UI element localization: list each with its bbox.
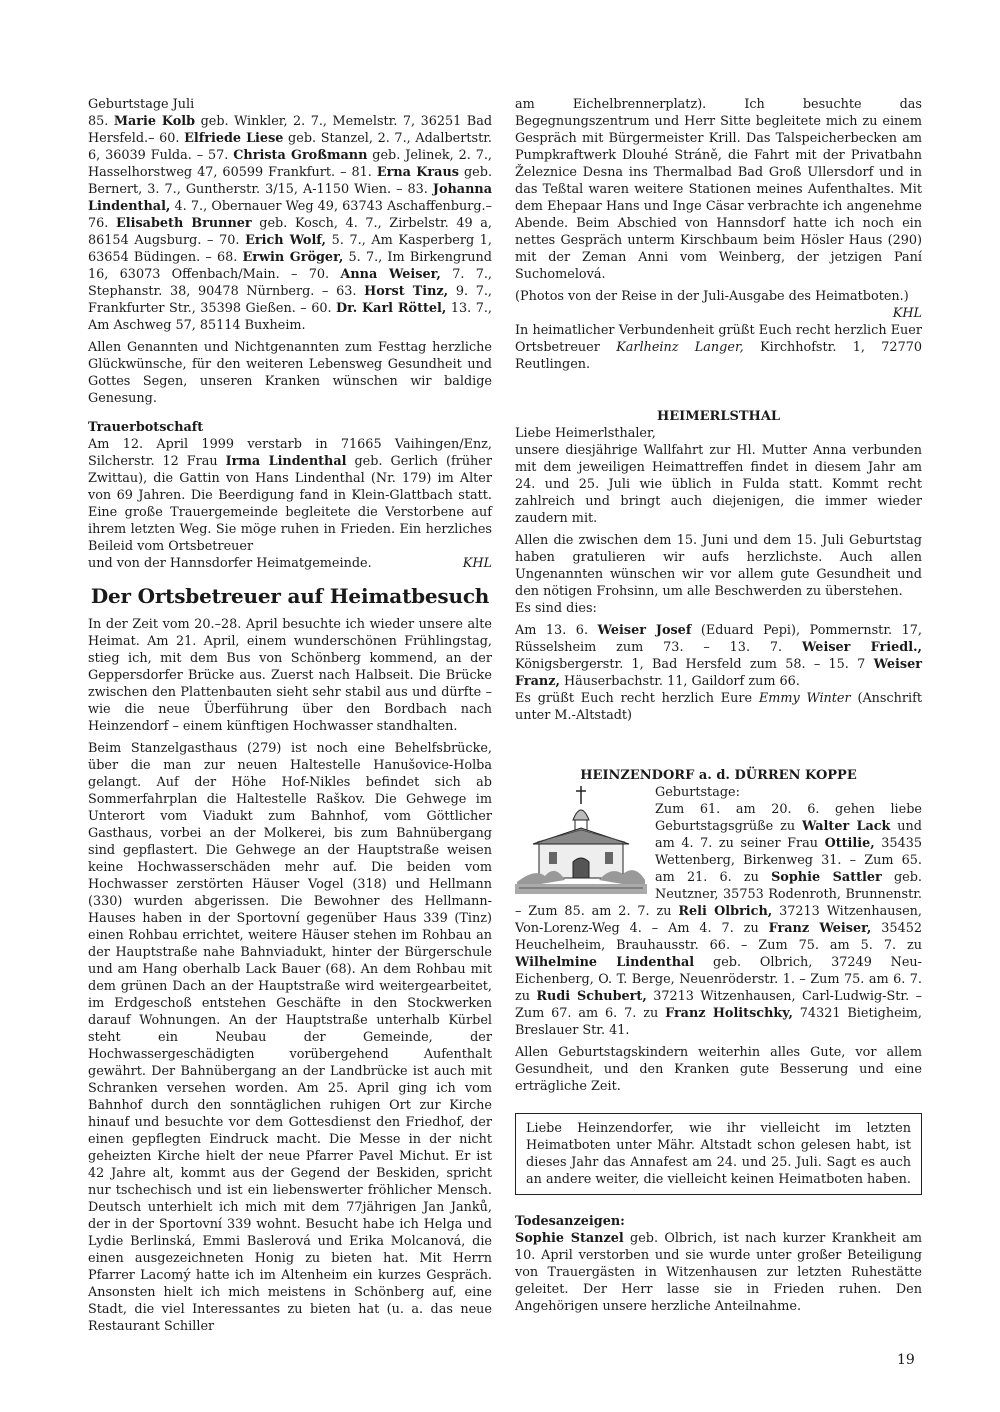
- birthday-name: Dr. Karl Röttel,: [336, 301, 447, 316]
- hz-name: Rudi Schubert,: [536, 989, 647, 1004]
- birthday-details: 13. 7., Am Aschweg 57, 85114 Buxheim.: [88, 301, 493, 333]
- hz-name: Walter Lack: [802, 819, 891, 834]
- greeting-intro: In heimatlicher Verbundenheit grüßt Euch recht herzlich Euer Ortsbetreuer: [515, 323, 922, 355]
- birthday-details: 7. 7., Stephanstr. 38, 90478 Nürnberg. – 63.: [88, 267, 492, 299]
- birthday-details: geb. Winkler, 2. 7., Memelstr. 7, 36251 Bad Hersfeld.– 60.: [88, 114, 493, 146]
- birthday-name: Erich Wolf,: [245, 233, 326, 248]
- birthday-name: Erna Kraus: [376, 165, 459, 180]
- birthday-name: Johanna Lindenthal,: [88, 182, 492, 214]
- hb-text: Königsbergerstr. 1, Bad Hersfeld zum 58. – 15. 7: [515, 657, 874, 672]
- birthday-details: 4. 7., Obernauer Weg 49, 63743 Aschaffenburg.– 76.: [88, 199, 492, 231]
- article-title: Der Ortsbetreuer auf Heimatbesuch: [90, 584, 490, 608]
- hz-text: 74321 Bietigheim, Breslauer Str. 41.: [515, 1006, 922, 1038]
- hb-name: Weiser Franz,: [515, 657, 922, 689]
- hz-text: 37213 Witzenhausen, Von-Lorenz-Weg 4. – Am 4. 7. zu: [515, 904, 922, 936]
- hz-text: 37213 Witzenhausen, Carl-Ludwig-Str. – Zum 67. am 6. 7. zu: [515, 989, 922, 1021]
- birthday-details: 5. 7., Am Kasperberg 1, 63654 Büdingen. – 68.: [88, 233, 492, 265]
- article-paragraph-1: In der Zeit vom 20.–28. April besuchte ich wieder unsere alte Heimat. Am 21. April, einem wunderschönen Frühlingstag, stieg ich, mit dem Bus von Schönberg kommend, an der Geppersdorfer Brücke aus. Zuerst nach Halbseit. Die Brücke zwischen den Plattenbauten sieht sehr stabil aus und dürfte – wie die neue Überführung über den Bordbach nach Heinzendorf – einem künftigen Hochwasser standhalten.: [88, 617, 492, 734]
- hb-name: Weiser Josef: [597, 623, 692, 638]
- birthday-wishes: Allen Genannten und Nichtgenannten zum Festtag herzliche Glückwünsche, für den weiteren Lebensweg Gesundheit und Gottes Segen, unseren Kranken wünschen wir baldige Genesung.: [88, 340, 492, 406]
- birthdays-list: [88, 113, 492, 334]
- church-icon: [515, 784, 647, 894]
- birthday-name: Elfriede Liese: [184, 131, 284, 146]
- birthdays-heading: Geburtstage Juli: [88, 97, 195, 112]
- heinzendorf-wishes: Allen Geburtstagskindern weiterhin alles Gute, vor allem Gesundheit, und den Kranken gute Besserung und eine erträgliche Zeit.: [515, 1045, 922, 1094]
- hb-text: Am 13. 6.: [515, 623, 598, 638]
- heimerlsthal-title: HEIMERLSTHAL: [656, 409, 781, 424]
- mourning-last-line: und von der Hannsdorfer Heimatgemeinde.: [88, 556, 372, 571]
- heinzendorf-title: HEINZENDORF a. d. DÜRREN KOPPE: [580, 768, 857, 783]
- church-illustration: [515, 784, 647, 894]
- heimerlsthal-paragraph-3: Es sind dies:: [515, 601, 597, 616]
- birthday-name: Erwin Gröger,: [242, 250, 344, 265]
- birthday-details: geb. Stanzel, 2. 7., Adalbertstr. 6, 36039 Fulda. – 57.: [88, 131, 492, 163]
- hz-name: Ottilie,: [824, 836, 875, 851]
- hb-text: Häuserbachstr. 11, Gaildorf zum 66.: [559, 674, 800, 689]
- birthday-details: geb. Bernert, 3. 7., Guntherstr. 3/15, A-1150 Wien. – 83.: [88, 165, 493, 197]
- birthday-details: geb. Jelinek, 2. 7., Hasselhorstweg 47, 60599 Frankfurt. – 81.: [88, 148, 492, 180]
- mourning-intro: Am 12. April 1999 verstarb in 71665 Vaihingen/Enz, Silcherstr. 12 Frau: [88, 437, 492, 469]
- hz-name: Reli Olbrich,: [678, 904, 773, 919]
- birthday-details: 9. 7., Frankfurter Str., 35398 Gießen. – 60.: [88, 284, 493, 316]
- birthday-name: Horst Tinz,: [364, 284, 449, 299]
- birthday-details: geb. Kosch, 4. 7., Zirbelstr. 49 a, 86154 Augsburg. – 70.: [88, 216, 492, 248]
- greeting: [515, 322, 922, 373]
- hz-text: Zum 61. am 20. 6. gehen liebe Geburtstagsgrüße zu: [655, 802, 922, 834]
- heinzendorf-heading: Geburtstage:: [655, 785, 740, 800]
- birthday-name: Christa Großmann: [233, 148, 368, 163]
- right-column: [515, 96, 922, 1320]
- mourning-heading: Trauerbotschaft: [88, 420, 204, 435]
- greeting-address: Kirchhofstr. 1, 72770 Reutlingen.: [515, 340, 922, 372]
- birthday-name: Anna Weiser,: [340, 267, 441, 282]
- article-paragraph-2: Beim Stanzelgasthaus (279) ist noch eine Behelfsbrücke, über die man zur neuen Haltestelle Hanušovice-Holba gelangt. Auf der Höhe Hof-Nikles befindet sich ab Sommerfahrplan die Haltestelle Raškov. Die Gehwege im Unterort vom Viadukt zum Bahnhof, vom Göttlicher Gasthaus, vorbei an der Molkerei, bis zum Bahnübergang sind gepflastert. Die Gehwege an der Hauptstraße weisen keine Hochwasserschäden mehr auf. Die beiden vom Hochwasser zerstörten Häuser Vogel (318) und Hellmann (330) wurden abgerissen. Die Bewohner des Hellmann-Hauses haben in der Sportovní gegenüber Haus 339 (Tinz) einen Rohbau errichtet, weitere Häuser stehen im Rohbau an der Hauptstraße nahe Bahnviadukt, hinter der Bürgerschule und am Hang oberhalb Lack Bauer (68). An dem Rohbau mit dem grünen Dach an der Hauptstraße wird weitergearbeitet, im Erdgeschoß entstehen Geschäfte in den Stockwerken darauf Wohnungen. An der Hauptstraße unterhalb Kürbel steht ein Neubau der Gemeinde, der Hochwassergeschädigten vorübergehend Aufenthalt gewährt. Der Bahnübergang an der Landbrücke ist auch mit Schranken versehen worden. Am 25. April ging ich vom Bahnhof durch den sonntäglichen ruhigen Ort zur Kirche hinauf und besuchte vor dem Gottesdienst den Friedhof, der einen gepflegten Eindruck macht. Die Messe in der nicht geheizten Kirche hielt der neue Pfarrer Pavel Michut. Er ist 42 Jahre alt, kommt aus der Gegend der Beskiden, spricht nur tschechisch und ist ein liebenswerter fröhlicher Mensch. Deutsch unterhielt ich mich mit dem 77jährigen Jan Janků, der in der Sportovní 339 wohnt. Besucht habe ich Helga und Lydie Berlinská, Emmi Baslerová und Erika Molcanová, die einen ausgezeichneten Honig zu bieten hat. Mit Herrn Pfarrer Lacomý hatte ich im Altenheim ein kurzes Gespräch. Ansonsten hielt ich mich meistens in Schönberg auf, eine Stadt, die viel Interessantes zu bieten hat (u. a. das neue Restaurant Schiller: [88, 741, 492, 1334]
- left-column: [88, 96, 492, 1340]
- heimerlsthal-birthdays: [515, 622, 922, 690]
- deaths-text: [515, 1230, 922, 1315]
- hz-text: und am 4. 7. zu seiner Frau: [655, 819, 922, 851]
- mourning-sign-row: [88, 555, 492, 572]
- heimerlsthal-closing: [515, 690, 922, 724]
- hz-text: geb. Olbrich, 37249 Neu-Eichenberg, O. T. Berge, Neuenröderstr. 1. – Zum 75. am 6. 7. zu: [515, 955, 922, 1004]
- hz-name: Wilhelmine Lindenthal: [515, 955, 695, 970]
- heimerlsthal-paragraph-2: Allen die zwischen dem 15. Juni und dem 15. Juli Geburtstag haben gratulieren wir aufs herzlichste. Auch allen Ungenannten wünschen wir vor allem gute Gesundheit und den nötigen Frohsinn, um alle Beschwerden zu überstehen.: [515, 533, 922, 599]
- greeting-name: Karlheinz Langer,: [616, 340, 744, 355]
- deaths-heading: Todesanzeigen:: [515, 1214, 625, 1229]
- mourning-name: Irma Lindenthal: [225, 454, 347, 469]
- hb-text: (Eduard Pepi), Pommernstr. 17, Rüsselsheim zum 73. – 13. 7.: [515, 623, 922, 655]
- mourning-body: geb. Gerlich (früher Zwittau), die Gattin von Hans Lindenthal (Nr. 179) im Alter von 69 Jahren. Die Beerdigung fand in Klein-Glattbach statt. Eine große Trauergemeinde begleitete die Verstorbene auf ihrem letzten Weg. Sie möge ruhen in Frieden. Ein herzliches Beileid vom Ortsbetreuer: [88, 454, 492, 554]
- birthday-pre: 85.: [88, 114, 114, 129]
- hz-text: geb. Neutzner, 35753 Rodenroth, Brunnenstr. – Zum 85. am 2. 7. zu: [515, 870, 922, 919]
- birthday-name: Elisabeth Brunner: [116, 216, 252, 231]
- notice-box: [515, 1113, 922, 1195]
- hz-name: Sophie Sattler: [771, 870, 882, 885]
- heimerlsthal-salutation: Liebe Heimerlsthaler,: [515, 426, 656, 441]
- hc-name: Emmy Winter: [758, 691, 851, 706]
- notice-text: Liebe Heinzendorfer, wie ihr vielleicht im letzten Heimatboten unter Mähr. Altstadt schon gelesen habt, ist dieses Jahr das Annafest am 24. und 25. Juli. Sagt es auch an andere weiter, die vielleicht keinen Heimatboten haben.: [526, 1121, 911, 1187]
- hz-name: Franz Weiser,: [768, 921, 872, 936]
- hz-name: Franz Holitschky,: [665, 1006, 793, 1021]
- hz-text: 35435 Wettenberg, Birkenweg 31. – Zum 65. am 21. 6. zu: [655, 836, 923, 885]
- photos-note: (Photos von der Reise in der Juli-Ausgabe des Heimatboten.): [515, 289, 909, 304]
- heimerlsthal-paragraph-1: unsere diesjährige Wallfahrt zur Hl. Mutter Anna verbunden mit dem jeweiligen Heimattreffen findet in diesem Jahr am 24. und 25. Juli wie üblich in Fulda statt. Kommt recht zahlreich und bringt auch diejenigen, die immer wieder zaudern mit.: [515, 443, 922, 526]
- hb-name: Weiser Friedl.,: [801, 640, 922, 655]
- birthday-details: 5. 7., Im Birkengrund 16, 63073 Offenbach/Main. – 70.: [88, 250, 492, 282]
- page-number: 19: [897, 1352, 915, 1368]
- hc-address: (Anschrift unter M.-Altstadt): [515, 691, 922, 723]
- deaths-name: Sophie Stanzel: [515, 1231, 624, 1246]
- deaths-body: geb. Olbrich, ist nach kurzer Krankheit am 10. April verstorben und sie wurde unter großer Beteiligung von Trauergästen in Witzenhausen zur letzten Ruhestätte geleitet. Der Herr lasse sie in Frieden ruhen. Den Angehörigen unsere herzliche Anteilnahme.: [515, 1231, 922, 1314]
- mourning-signature: KHL: [462, 556, 492, 571]
- birthday-name: Marie Kolb: [113, 114, 196, 129]
- photos-signature: KHL: [892, 306, 922, 321]
- hz-text: 35452 Heuchelheim, Brauhausstr. 66. – Zum 75. am 5. 7. zu: [515, 921, 922, 953]
- article-continuation: am Eichelbrennerplatz). Ich besuchte das Begegnungszentrum und Herr Sitte begleitete mich zu einem Gespräch mit Bürgermeister Krill. Das Talspeicherbecken am Pumpkraftwerk Dlouhé Stráně, die Fahrt mit der Privatbahn Železnice Desna ins Thermalbad Bad Groß Ullersdorf und in das Teßtal waren weitere Stationen meines Aufenthaltes. Mit dem Ehepaar Hans und Inge Cäsar verbrachte ich angenehme Abende. Beim Abschied von Hannsdorf hatte ich noch ein nettes Gespräch unterm Kirschbaum beim Hösler Haus (290) mit der Zeman Anni vom Weinberg, der jetzigen Paní Suchomelová.: [515, 97, 922, 282]
- mourning-text: [88, 436, 492, 555]
- hc-text: Es grüßt Euch recht herzlich Eure: [515, 691, 759, 706]
